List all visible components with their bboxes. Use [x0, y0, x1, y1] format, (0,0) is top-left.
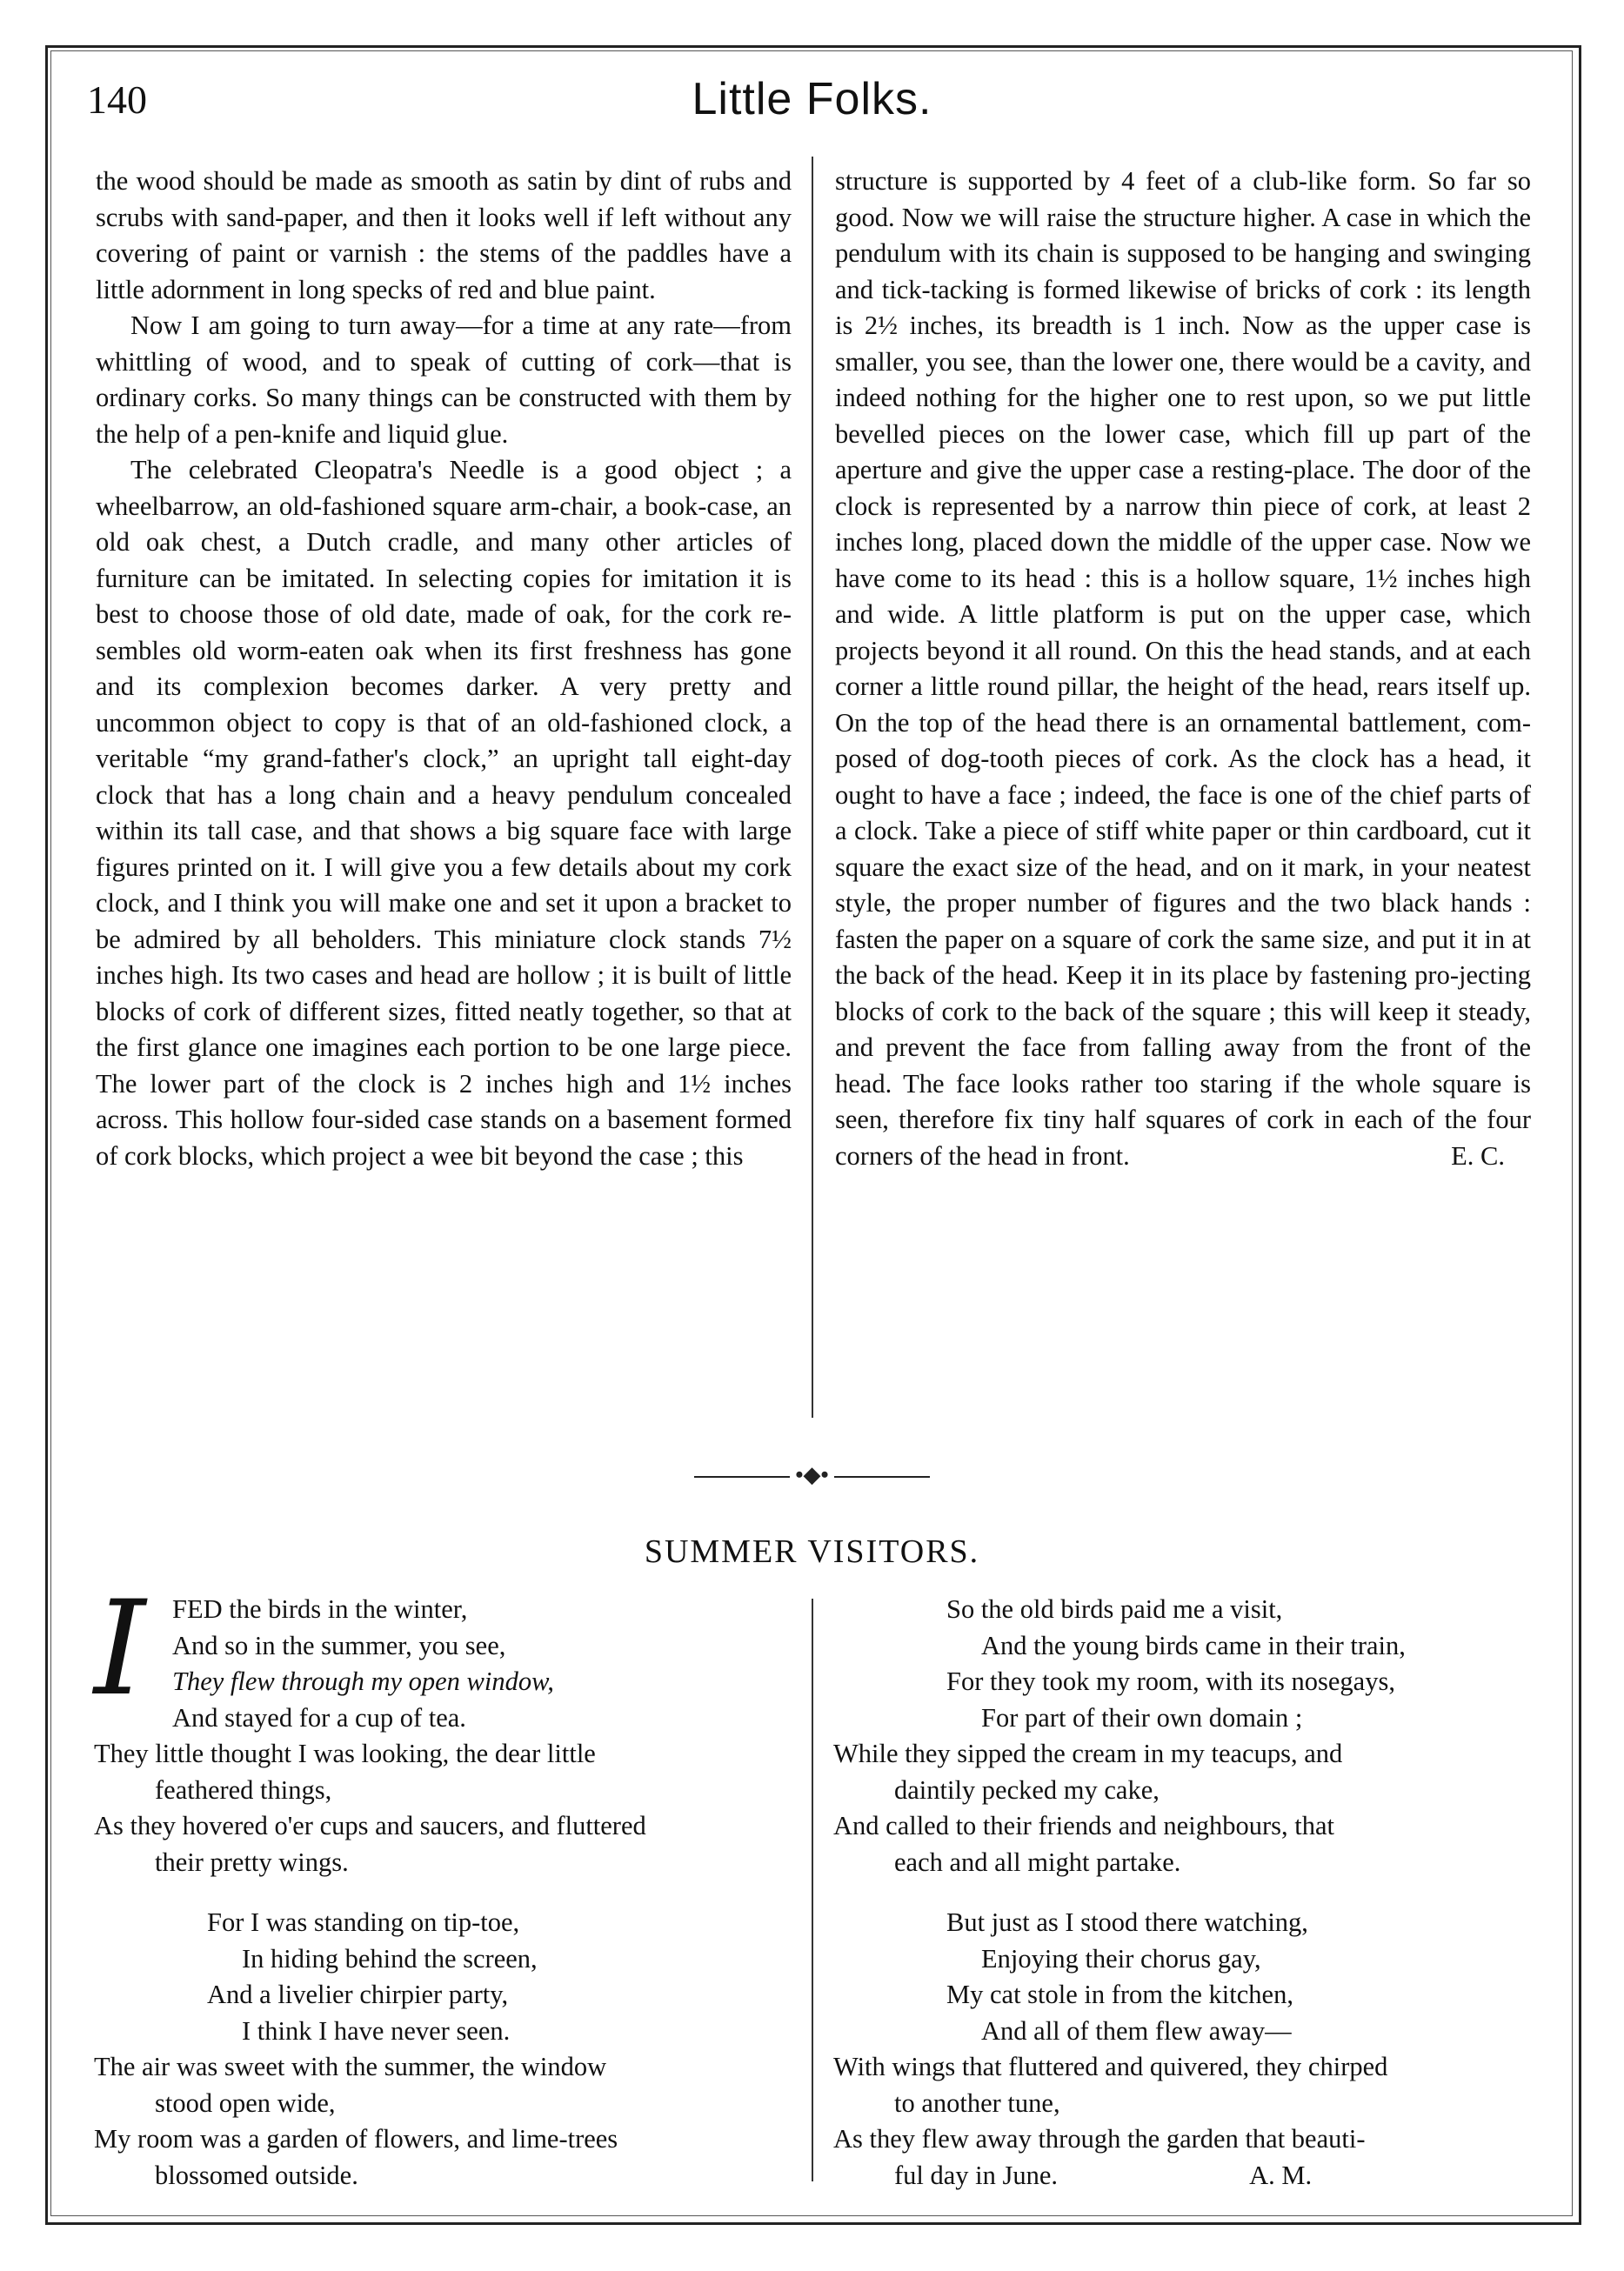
- article-paragraph: [835, 164, 1531, 1174]
- poem-line: And so in the summer, you see,: [172, 1630, 506, 1660]
- poem-line: And stayed for a cup of tea.: [172, 1702, 466, 1733]
- poem-stanza: [94, 1905, 799, 2194]
- poem-column-divider: [812, 1599, 813, 2181]
- article-paragraph: The celebrated Cleopatra's Needle is a good object ; a wheelbarrow, an old-fashioned square arm-chair, a book-case, an old oak chest, a Dutch cradle, and many other articles of furniture can be imitated. In selecting copies for imitation it is best to choose those of old date, made of oak, for the cork re-sembles old worm-eaten oak when its first freshness has gone and its complexion becomes darker. A very pretty and uncommon object to copy is that of an old-fashioned clock, a veritable “my grand-father's clock,” an upright tall eight-day clock that has a long chain and a heavy pendulum concealed within its tall case, and that shows a big square face with large figures printed on it. I will give you a few details about my cork clock, and I think you will make one and set it upon a bracket to be admired by all beholders. This miniature clock stands 7½ inches high. Its two cases and head are hollow ; it is built of little blocks of cork of different sizes, fitted neatly together, so that at the first glance one imagines each portion to be one large piece. The lower part of the clock is 2 inches high and 1½ inches across. This hollow four-sided case stands on a basement formed of cork blocks, which project a wee bit beyond the case ; this: [96, 455, 792, 1171]
- poem-title: SUMMER VISITORS.: [644, 1533, 980, 1570]
- poem-line: While they sipped the cream in my teacups, and: [833, 1739, 1343, 1768]
- poem-line: daintily pecked my cake,: [894, 1774, 1160, 1805]
- ornament-rule: [694, 1476, 790, 1478]
- article-right-column: [835, 164, 1531, 1174]
- section-ornament: [0, 1464, 1624, 1486]
- poem-line: The air was sweet with the summer, the window: [94, 2052, 607, 2081]
- poem-stanza: [833, 1905, 1538, 2194]
- poem-right-column: [833, 1592, 1538, 2218]
- poem-line: [833, 2158, 1538, 2194]
- article-paragraph: the wood should be made as smooth as satin by dint of rubs and scrubs with sand-paper, and then it looks well if left without any covering of paint or varnish : the stems of the paddles have a little adornment in long specks of red and blue paint.: [96, 166, 792, 304]
- poem-line-text: ful day in June.: [894, 2160, 1059, 2190]
- poem-line: And all of them flew away—: [981, 2015, 1292, 2046]
- poem-line: For they took my room, with its nosegays,: [946, 1667, 1395, 1696]
- poem-line: My room was a garden of flowers, and lime-trees: [94, 2124, 618, 2154]
- publication-title: Little Folks.: [692, 74, 932, 124]
- poem-line: stood open wide,: [155, 2087, 336, 2118]
- poem-line: blossomed outside.: [155, 2160, 358, 2190]
- column-divider: [812, 157, 813, 1418]
- poem-line: As they flew away through the garden that beauti-: [833, 2124, 1366, 2154]
- poem-line: They flew through my open window,: [172, 1667, 554, 1696]
- poem-line: Enjoying their chorus gay,: [981, 1943, 1261, 1974]
- poem-opening: [94, 1573, 799, 1736]
- poem-line: As they hovered o'er cups and saucers, and fluttered: [94, 1811, 646, 1840]
- page-number: 140: [87, 77, 147, 122]
- poem-signature: A. M.: [1249, 2160, 1313, 2190]
- poem-left-column: [94, 1573, 799, 2218]
- poem-line: So the old birds paid me a visit,: [946, 1594, 1283, 1624]
- poem-line: to another tune,: [894, 2087, 1060, 2118]
- poem-line: their pretty wings.: [155, 1847, 349, 1877]
- poem-stanza: [833, 1592, 1538, 1880]
- article-left-column: [96, 164, 792, 1174]
- poem-line: For I was standing on tip-toe,: [207, 1907, 520, 1937]
- article-paragraph: Now I am going to turn away—for a time at any rate—from whittling of wood, and to speak of cutting of cork—that is ordinary corks. So many things can be constructed with them by the help of a pen-knife and liquid glue.: [96, 311, 792, 449]
- drop-cap: I: [94, 1573, 146, 1725]
- poem-line: They little thought I was looking, the dear little: [94, 1739, 596, 1768]
- ornament-rule: [834, 1476, 930, 1478]
- poem-line: And the young birds came in their train,: [981, 1630, 1406, 1660]
- poem-line: FED the birds in the winter,: [172, 1594, 468, 1624]
- poem-line: And a livelier chirpier party,: [207, 1980, 509, 2009]
- poem-line: feathered things,: [155, 1774, 332, 1805]
- ornament-glyph: •◆•: [795, 1462, 829, 1487]
- poem-line: For part of their own domain ;: [981, 1702, 1303, 1733]
- poem-line: each and all might partake.: [894, 1847, 1181, 1877]
- poem-line: My cat stole in from the kitchen,: [946, 1980, 1293, 2009]
- article-paragraph-text: structure is supported by 4 feet of a club-like form. So far so good. Now we will raise the structure higher. A case in which the pendulum with its chain is supposed to be hanging and swinging and tick-tacking is formed likewise of bricks of cork : its length is 2½ inches, its breadth is 1 inch. Now as the upper case is smaller, you see, than the lower one, there would be a cavity, and indeed nothing for the higher one to rest upon, so we put little bevelled pieces on the lower case, which fill up part of the aperture and give the upper case a resting-place. The door of the clock is represented by a narrow thin piece of cork, at least 2 inches long, placed down the middle of the upper case. Now we have come to its head : this is a hollow square, 1½ inches high and wide. A little platform is put on the upper case, which projects beyond it all round. On this the head stands, and at each corner a little round pillar, the height of the head, rears itself up. On the top of the head there is an ornamental battlement, com-posed of dog-tooth pieces of cork. As the clock has a head, it ought to have a face ; indeed, the face is one of the chief parts of a clock. Take a piece of stiff white paper or thin cardboard, cut it square the exact size of the head, and on it mark, in your neatest style, the proper number of figures and the two black hands : fasten the paper on a square of cork the same size, and put it in at the back of the head. Keep it in its place by fastening pro-jecting blocks of cork to the back of the square ; this will keep it steady, and prevent the face from falling away from the front of the head. The face looks rather too staring if the whole square is seen, therefore fix tiny half squares of cork in each of the four corners of the head in front.: [835, 166, 1531, 1171]
- poem-line: With wings that fluttered and quivered, they chirped: [833, 2052, 1388, 2081]
- article-signature: E. C.: [1451, 1140, 1505, 1171]
- poem-line: But just as I stood there watching,: [946, 1907, 1308, 1937]
- poem-line: I think I have never seen.: [242, 2015, 511, 2046]
- poem-line: And called to their friends and neighbours, that: [833, 1811, 1334, 1840]
- poem-line: In hiding behind the screen,: [242, 1943, 538, 1974]
- poem-stanza: [94, 1573, 799, 1880]
